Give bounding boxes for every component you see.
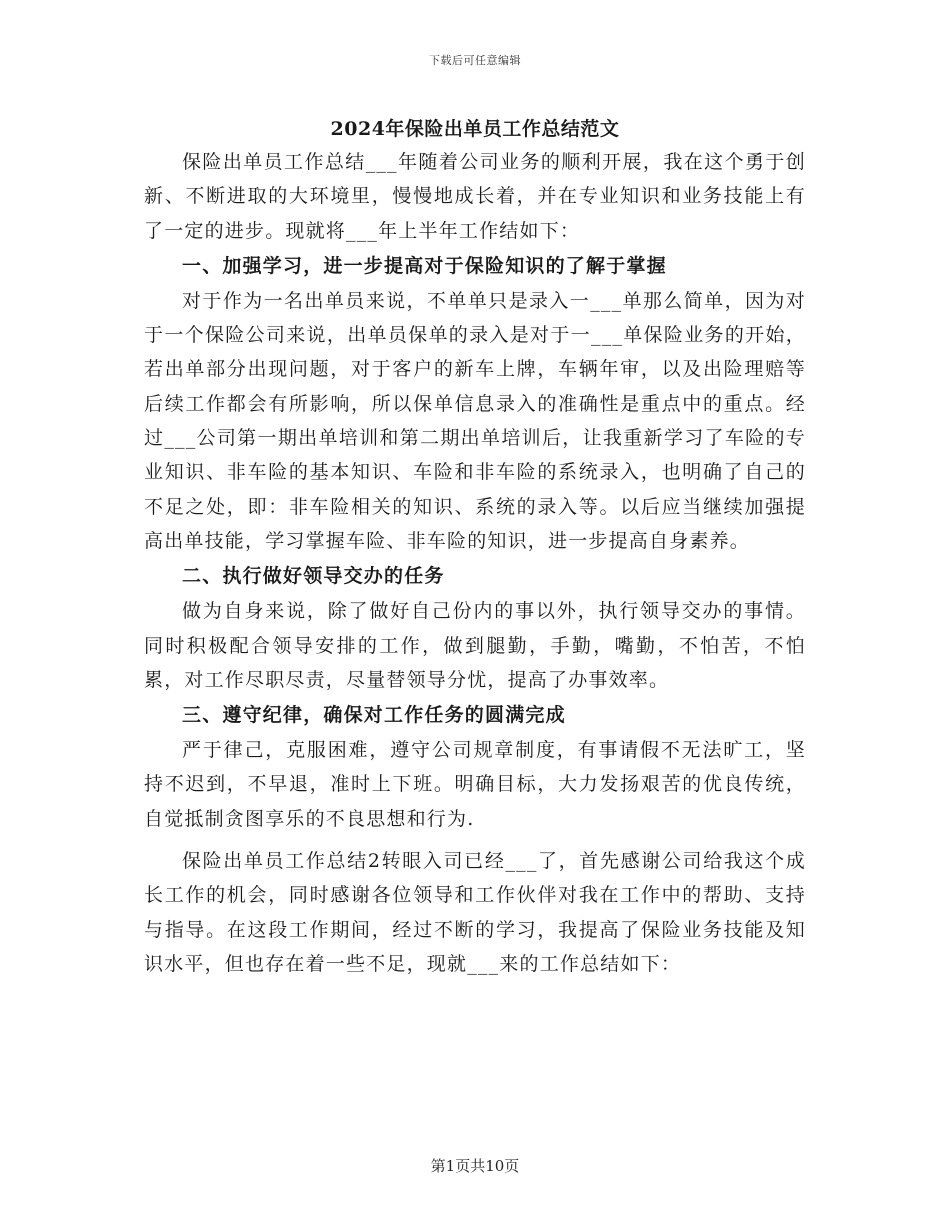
section-1-paragraph: 对于作为一名出单员来说，不单单只是录入一___单那么简单，因为对于一个保险公司来说，出单员保单的录入是对于一___单保险业务的开始，若出单部分出现问题，对于客户的新车上牌，车辆年审，以及出险理赔等后续工作都会有所影响，所以保单信息录入的准确性是重点中的重点。经过___公司第一期出单培训和第二期出单培训后，让我重新学习了车险的专业知识、非车险的基本知识、车险和非车险的系统录入，也明确了自己的不足之处，即：非车险相关的知识、系统的录入等。以后应当继续加强提高出单技能，学习掌握车险、非车险的知识，进一步提高自身素养。 bbox=[144, 289, 806, 552]
section-2-paragraph: 做为自身来说，除了做好自己份内的事以外，执行领导交办的事情。同时积极配合领导安排的工作，做到腿勤，手勤，嘴勤，不怕苦，不怕累，对工作尽职尽责，尽量替领导分忧，提高了办事效率。 bbox=[144, 600, 806, 691]
section-1-heading: 一、加强学习，进一步提高对于保险知识的了解于掌握 bbox=[182, 254, 667, 277]
paragraph-spacer bbox=[144, 836, 806, 844]
intro-paragraph: 保险出单员工作总结___年随着公司业务的顺利开展，我在这个勇于创新、不断进取的大环境里，慢慢地成长着，并在专业知识和业务技能上有了一定的进步。现就将___年上半年工作结如下： bbox=[144, 151, 806, 242]
document-body bbox=[144, 113, 806, 981]
page-header-note: 下载后可任意编辑 bbox=[429, 54, 521, 67]
section-3-paragraph: 严于律己，克服困难，遵守公司规章制度，有事请假不无法旷工，坚持不迟到，不早退，准时上下班。明确目标，大力发扬艰苦的优良传统，自觉抵制贪图享乐的不良思想和行为. bbox=[144, 739, 806, 830]
document-title: 2024年保险出单员工作总结范文 bbox=[330, 118, 620, 140]
page-number-footer: 第1页共10页 bbox=[430, 1157, 520, 1175]
section-2-heading: 二、执行做好领导交办的任务 bbox=[182, 565, 445, 588]
section-3-heading: 三、遵守纪律，确保对工作任务的圆满完成 bbox=[182, 704, 566, 727]
part-2-intro-paragraph: 保险出单员工作总结2转眼入司已经___了，首先感谢公司给我这个成长工作的机会，同时感谢各位领导和工作伙伴对我在工作中的帮助、支持与指导。在这段工作期间，经过不断的学习，我提高了保险业务技能及知识水平，但也存在着一些不足，现就___来的工作总结如下： bbox=[144, 850, 806, 975]
